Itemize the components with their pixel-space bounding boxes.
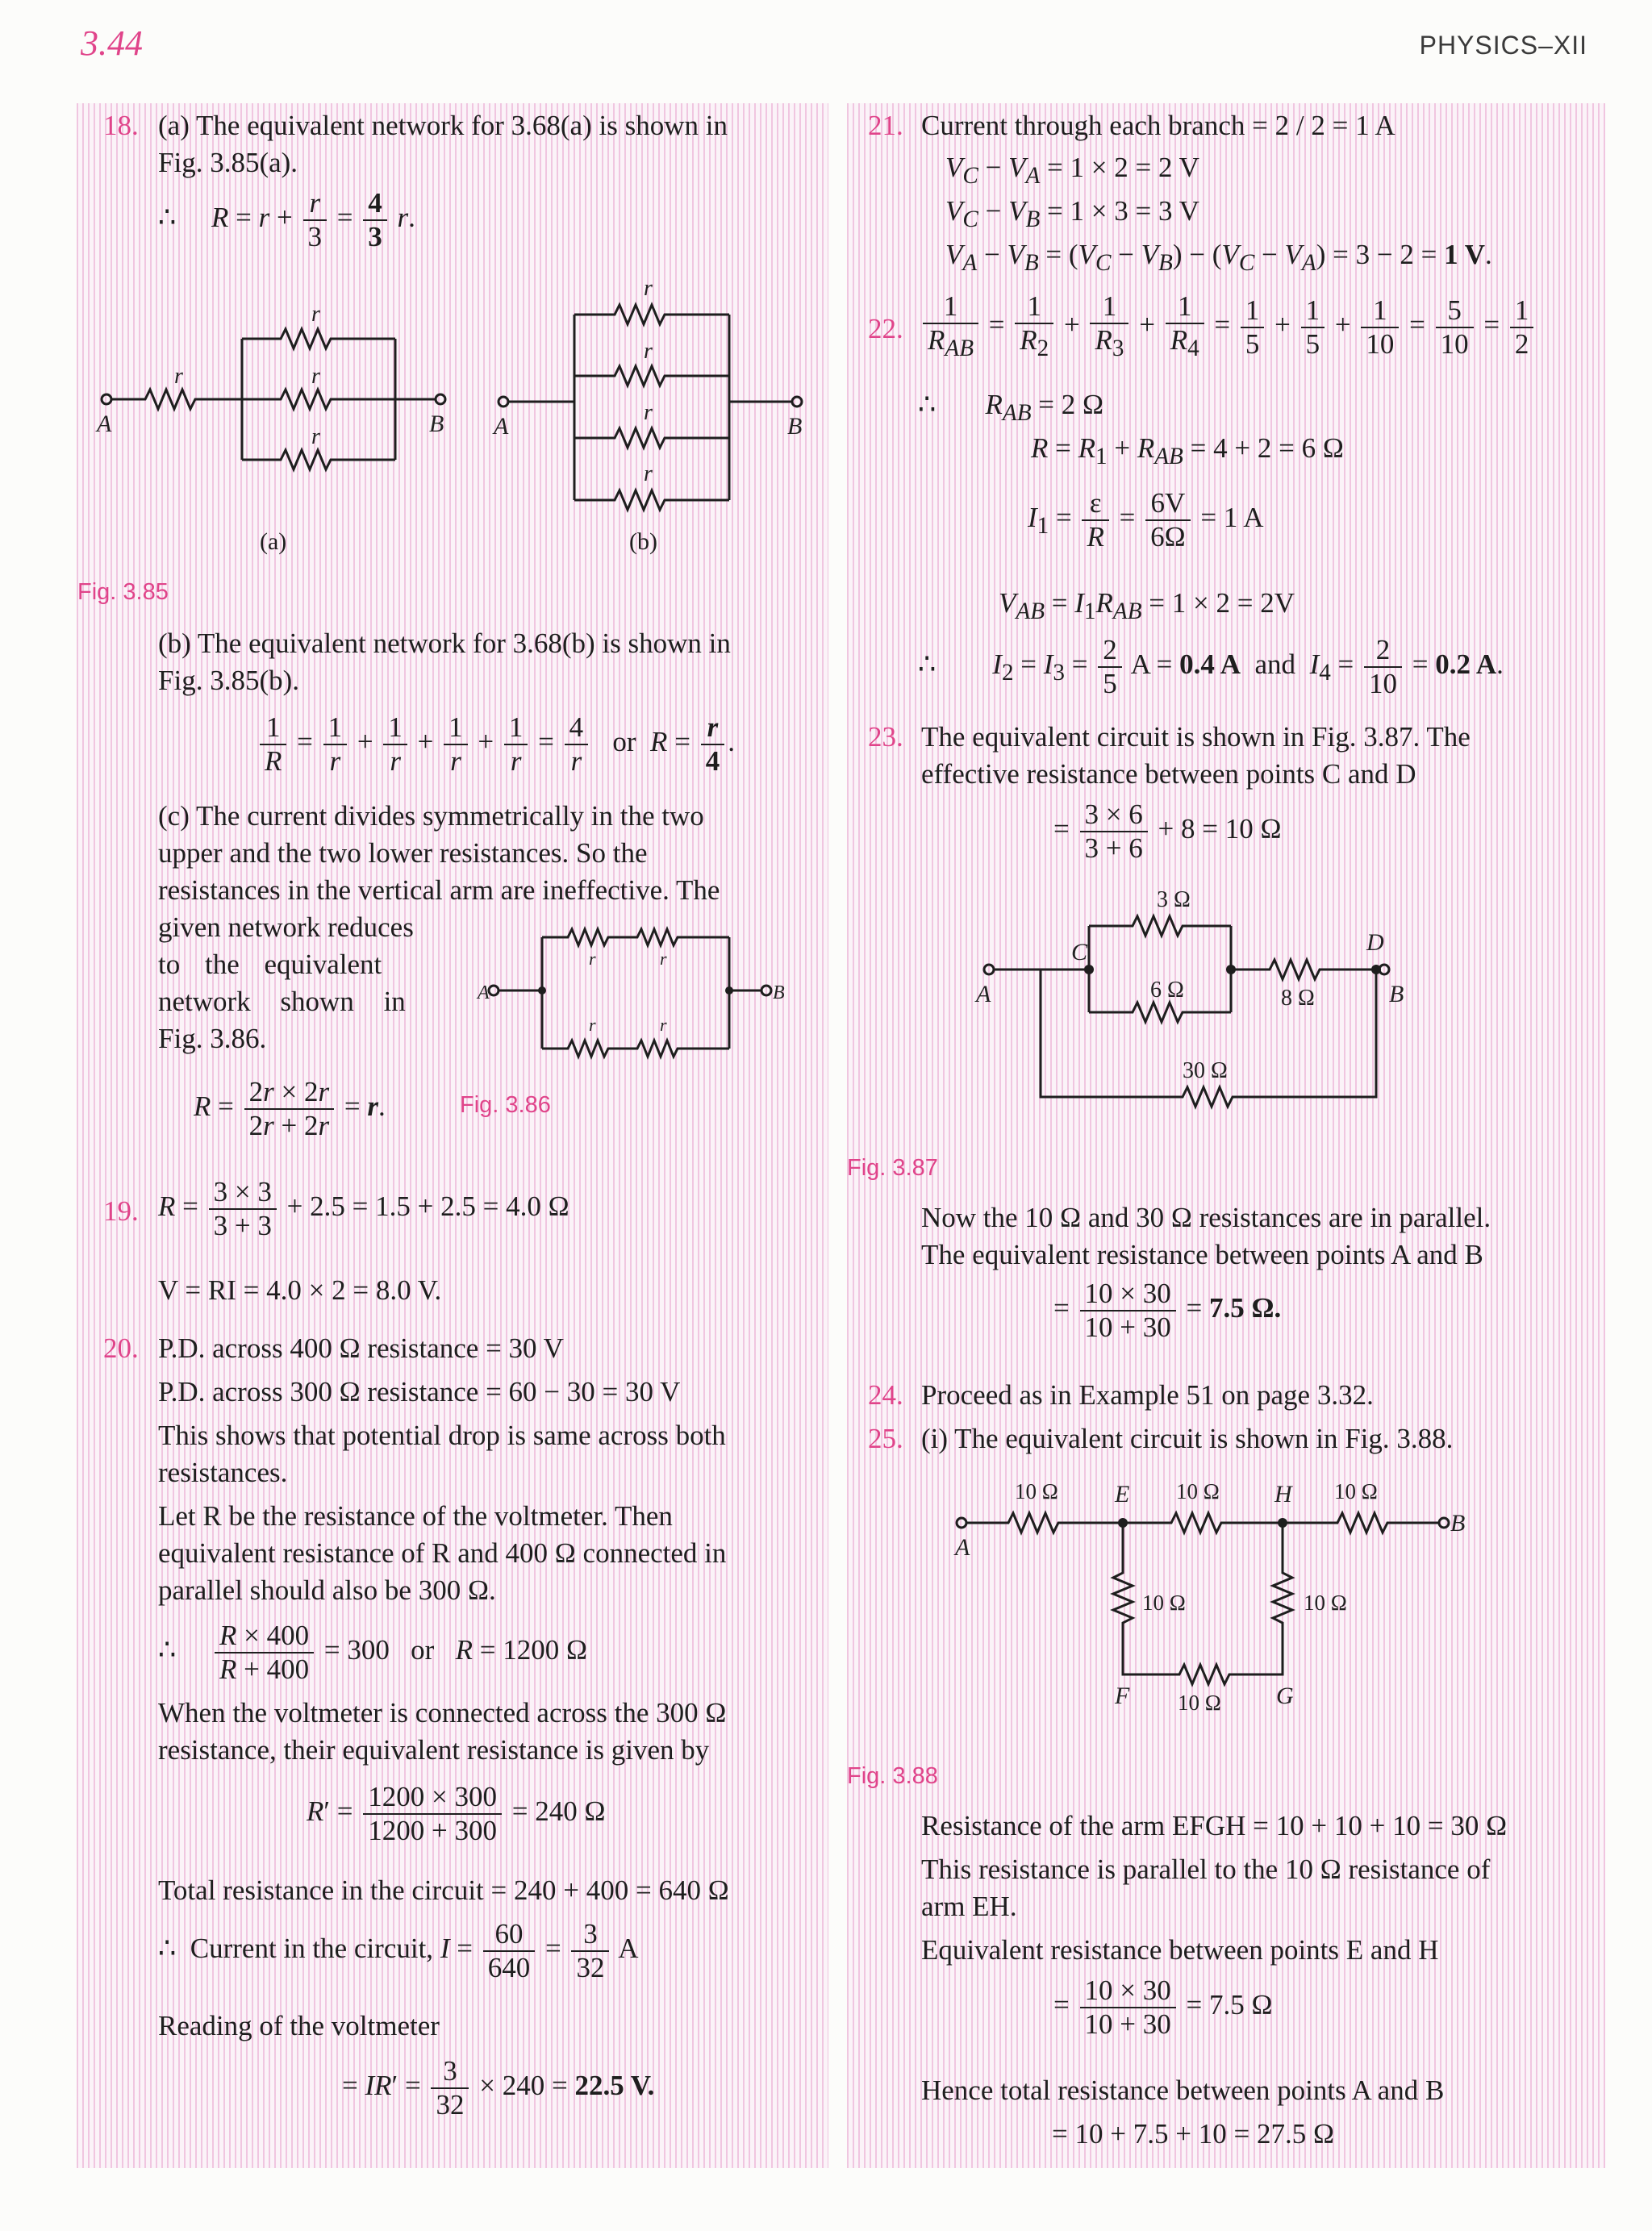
q19-voltage: V = RI = 4.0 × 2 = 8.0 V.: [158, 1274, 442, 1306]
svg-text:r: r: [644, 461, 653, 486]
svg-text:B: B: [1450, 1510, 1466, 1537]
fig-3-85-caption: Fig. 3.85: [77, 579, 169, 605]
q23-line2: effective resistance between points C and D: [921, 758, 1416, 790]
circuit-fig-3-87: [976, 887, 1460, 1121]
q18-a-line1: (a) The equivalent network for 3.68(a) is shown in: [158, 110, 728, 141]
q22-eq6: ∴ $I_2 = I_3$ = $\frac{2}{5}$ A = 0.4 A and $I_4$ = $\frac{2}{10}$ = 0.2 A.: [918, 634, 1504, 699]
svg-text:10 Ω: 10 Ω: [1304, 1591, 1347, 1615]
q21-eq1: $V_C - V_A = 1 \times 2 = 2$ V: [945, 152, 1199, 189]
q22-eq5: $V_{AB} = I_1R_{AB} = 1 \times 2 = 2V$: [999, 587, 1295, 624]
q18-b-line1: (b) The equivalent network for 3.68(b) is shown in: [158, 628, 731, 659]
svg-text:10 Ω: 10 Ω: [1178, 1691, 1221, 1715]
q23-line3: Now the 10 Ω and 30 Ω resistances are in parallel.: [921, 1202, 1491, 1233]
q25-line6: Hence total resistance between points A and B: [921, 2075, 1445, 2106]
q25-line4: arm EH.: [921, 1891, 1017, 1922]
svg-text:B: B: [773, 982, 785, 1003]
q20-line10: Total resistance in the circuit = 240 + 400 = 640 Ω: [158, 1874, 729, 1906]
q20-equation1: ∴ $\frac{R \times 400}{R + 400}$ = 300 or R = 1200 Ω: [158, 1620, 587, 1685]
q25-line1: (i) The equivalent circuit is shown in Fig. 3.88.: [921, 1423, 1454, 1454]
svg-text:r: r: [644, 276, 653, 301]
svg-text:10 Ω: 10 Ω: [1176, 1479, 1220, 1503]
q22-eq3: $R = R_1 + R_{AB} = 4 + 2 = 6$ Ω: [1031, 432, 1344, 469]
svg-text:A: A: [478, 982, 490, 1003]
q19-number: 19.: [103, 1195, 139, 1227]
q20-line3: This shows that potential drop is same across both: [158, 1420, 726, 1451]
q20-line9: resistance, their equivalent resistance is given by: [158, 1734, 710, 1766]
q18-c-line5: to the equivalent: [158, 949, 382, 980]
q20-line5: Let R be the resistance of the voltmeter. Then: [158, 1500, 673, 1532]
q25-line5: Equivalent resistance between points E and H: [921, 1934, 1439, 1966]
svg-text:H: H: [1274, 1481, 1292, 1507]
q18-a-line2: Fig. 3.85(a).: [158, 147, 298, 178]
q23-eq1: = $\frac{3 \times 6}{3 + 6}$ + 8 = 10 Ω: [1053, 799, 1282, 864]
page-number: 3.44: [81, 23, 143, 63]
q24-number: 24.: [868, 1379, 903, 1411]
q21-eq3: $V_A - V_B = (V_C - V_B) - (V_C - V_A) = 3 - 2 = 1$ V.: [945, 239, 1492, 276]
svg-text:r: r: [589, 949, 596, 969]
q25-number: 25.: [868, 1423, 903, 1454]
svg-text:30 Ω: 30 Ω: [1183, 1058, 1228, 1083]
q22-number: 22.: [868, 313, 903, 344]
svg-text:A: A: [976, 981, 991, 1007]
q18-number: 18.: [103, 110, 139, 141]
q18-b-line2: Fig. 3.85(b).: [158, 665, 299, 696]
q20-equation3: ∴ Current in the circuit, I = $\frac{60}{640}$ = $\frac{3}{32}$ A: [158, 1918, 639, 1983]
svg-text:r: r: [174, 364, 183, 389]
svg-text:10 Ω: 10 Ω: [1334, 1479, 1378, 1503]
svg-text:r: r: [311, 302, 320, 327]
q20-line1: P.D. across 400 Ω resistance = 30 V: [158, 1332, 564, 1364]
q23-line1: The equivalent circuit is shown in Fig. 3.87. The: [921, 721, 1471, 753]
q20-line11: Reading of the voltmeter: [158, 2010, 440, 2041]
svg-text:r: r: [311, 364, 320, 389]
q18-a-equation: ∴ R = r + $\frac{r}{3}$ = $\frac{4}{3}$ r.: [158, 187, 415, 252]
svg-text:G: G: [1276, 1683, 1294, 1709]
q20-number: 20.: [103, 1332, 139, 1364]
fig-3-88-caption: Fig. 3.88: [847, 1763, 938, 1789]
q21-line1: Current through each branch = 2 / 2 = 1 A: [921, 110, 1395, 141]
q24-line1: Proceed as in Example 51 on page 3.32.: [921, 1379, 1374, 1411]
svg-text:10 Ω: 10 Ω: [1015, 1479, 1058, 1503]
svg-text:C: C: [1071, 939, 1088, 965]
q25-line2: Resistance of the arm EFGH = 10 + 10 + 10 = 30 Ω: [921, 1810, 1508, 1841]
circuit-fig-3-86: [478, 926, 800, 1063]
q25-eq1: = $\frac{10 \times 30}{10 + 30}$ = 7.5 Ω: [1053, 1975, 1273, 2040]
svg-text:E: E: [1115, 1481, 1130, 1507]
q20-line6: equivalent resistance of R and 400 Ω connected in: [158, 1537, 727, 1569]
circuit-fig-3-85b: [494, 274, 816, 516]
svg-text:6 Ω: 6 Ω: [1150, 978, 1184, 1003]
q20-line4: resistances.: [158, 1457, 288, 1488]
q18-c-line2: upper and the two lower resistances. So the: [158, 837, 648, 869]
svg-text:D: D: [1366, 929, 1384, 956]
q18-c-line1: (c) The current divides symmetrically in the two: [158, 800, 704, 832]
q20-equation2: R′ = $\frac{1200 \times 300}{1200 + 300}$ = 240 Ω: [307, 1781, 606, 1846]
fig-3-85-sub-b: (b): [629, 528, 657, 555]
svg-text:B: B: [787, 413, 803, 440]
q21-eq2: $V_C - V_B = 1 \times 3 = 3$ V: [945, 195, 1199, 232]
svg-text:A: A: [97, 411, 112, 437]
q22-eq1: $\frac{1}{R_{AB}}$ = $\frac{1}{R_2}$ + $\frac{1}{R_3}$ + $\frac{1}{R_4}$ = $\frac{1}{5}$ + $\frac{1}{5}$ + $\frac{1}{10}$ = $\frac{5}{10}$ = $\frac{1}{2}$: [920, 290, 1537, 365]
q21-number: 21.: [868, 110, 903, 141]
running-header: PHYSICS–XII: [1419, 31, 1587, 60]
q18-b-equation: $\frac{1}{R}$ = $\frac{1}{r}$ + $\frac{1}{r}$ + $\frac{1}{r}$ + $\frac{1}{r}$ = $\frac{4}{r}$ or R = $\frac{r}{4}$ .: [257, 711, 735, 778]
q25-line3: This resistance is parallel to the 10 Ω resistance of: [921, 1854, 1491, 1885]
q20-equation4: = IR′ = $\frac{3}{32}$ × 240 = 22.5 V.: [342, 2055, 655, 2120]
q20-line2: P.D. across 300 Ω resistance = 60 − 30 = 30 V: [158, 1376, 681, 1407]
q25-line7: = 10 + 7.5 + 10 = 27.5 Ω: [1052, 2118, 1334, 2150]
fig-3-85-sub-a: (a): [260, 528, 287, 555]
svg-text:B: B: [1389, 981, 1404, 1007]
svg-text:r: r: [311, 424, 320, 449]
q18-c-line7: Fig. 3.86.: [158, 1023, 267, 1054]
q20-line8: When the voltmeter is connected across the 300 Ω: [158, 1697, 727, 1729]
q18-c-equation: R = $\frac{2r \times 2r}{2r + 2r}$ = r.: [194, 1076, 386, 1141]
q20-line7: parallel should also be 300 Ω.: [158, 1574, 496, 1606]
q22-eq2: ∴ $R_{AB} = 2$ Ω: [918, 389, 1104, 426]
q23-eq2: = $\frac{10 \times 30}{10 + 30}$ = 7.5 Ω.: [1053, 1278, 1282, 1343]
q18-c-line4: given network reduces: [158, 911, 414, 943]
q18-c-line6: network shown in: [158, 986, 406, 1017]
q19-equation: R = $\frac{3 \times 3}{3 + 3}$ + 2.5 = 1.5 + 2.5 = 4.0 Ω: [158, 1176, 569, 1241]
svg-text:8 Ω: 8 Ω: [1281, 986, 1315, 1011]
q23-line4: The equivalent resistance between points A and B: [921, 1239, 1483, 1270]
svg-text:r: r: [660, 1015, 667, 1035]
q18-c-line3: resistances in the vertical arm are ineffective. The: [158, 874, 720, 906]
circuit-fig-3-88: [944, 1476, 1492, 1734]
fig-3-87-caption: Fig. 3.87: [847, 1155, 938, 1181]
q22-eq4: $I_1$ = $\frac{\text{ɛ}}{R}$ = $\frac{6V}{6\Omega}$ = 1 A: [1028, 487, 1264, 553]
svg-text:r: r: [589, 1015, 596, 1035]
svg-text:3 Ω: 3 Ω: [1157, 887, 1191, 912]
circuit-fig-3-85a: [97, 298, 468, 500]
q23-number: 23.: [868, 721, 903, 753]
svg-text:A: A: [955, 1534, 970, 1561]
svg-text:r: r: [660, 949, 667, 969]
svg-text:F: F: [1115, 1683, 1130, 1709]
svg-text:10 Ω: 10 Ω: [1142, 1591, 1186, 1615]
svg-text:r: r: [644, 339, 653, 364]
svg-text:B: B: [429, 411, 444, 437]
svg-text:r: r: [644, 400, 653, 425]
svg-text:A: A: [494, 413, 509, 440]
fig-3-86-caption: Fig. 3.86: [460, 1092, 551, 1118]
